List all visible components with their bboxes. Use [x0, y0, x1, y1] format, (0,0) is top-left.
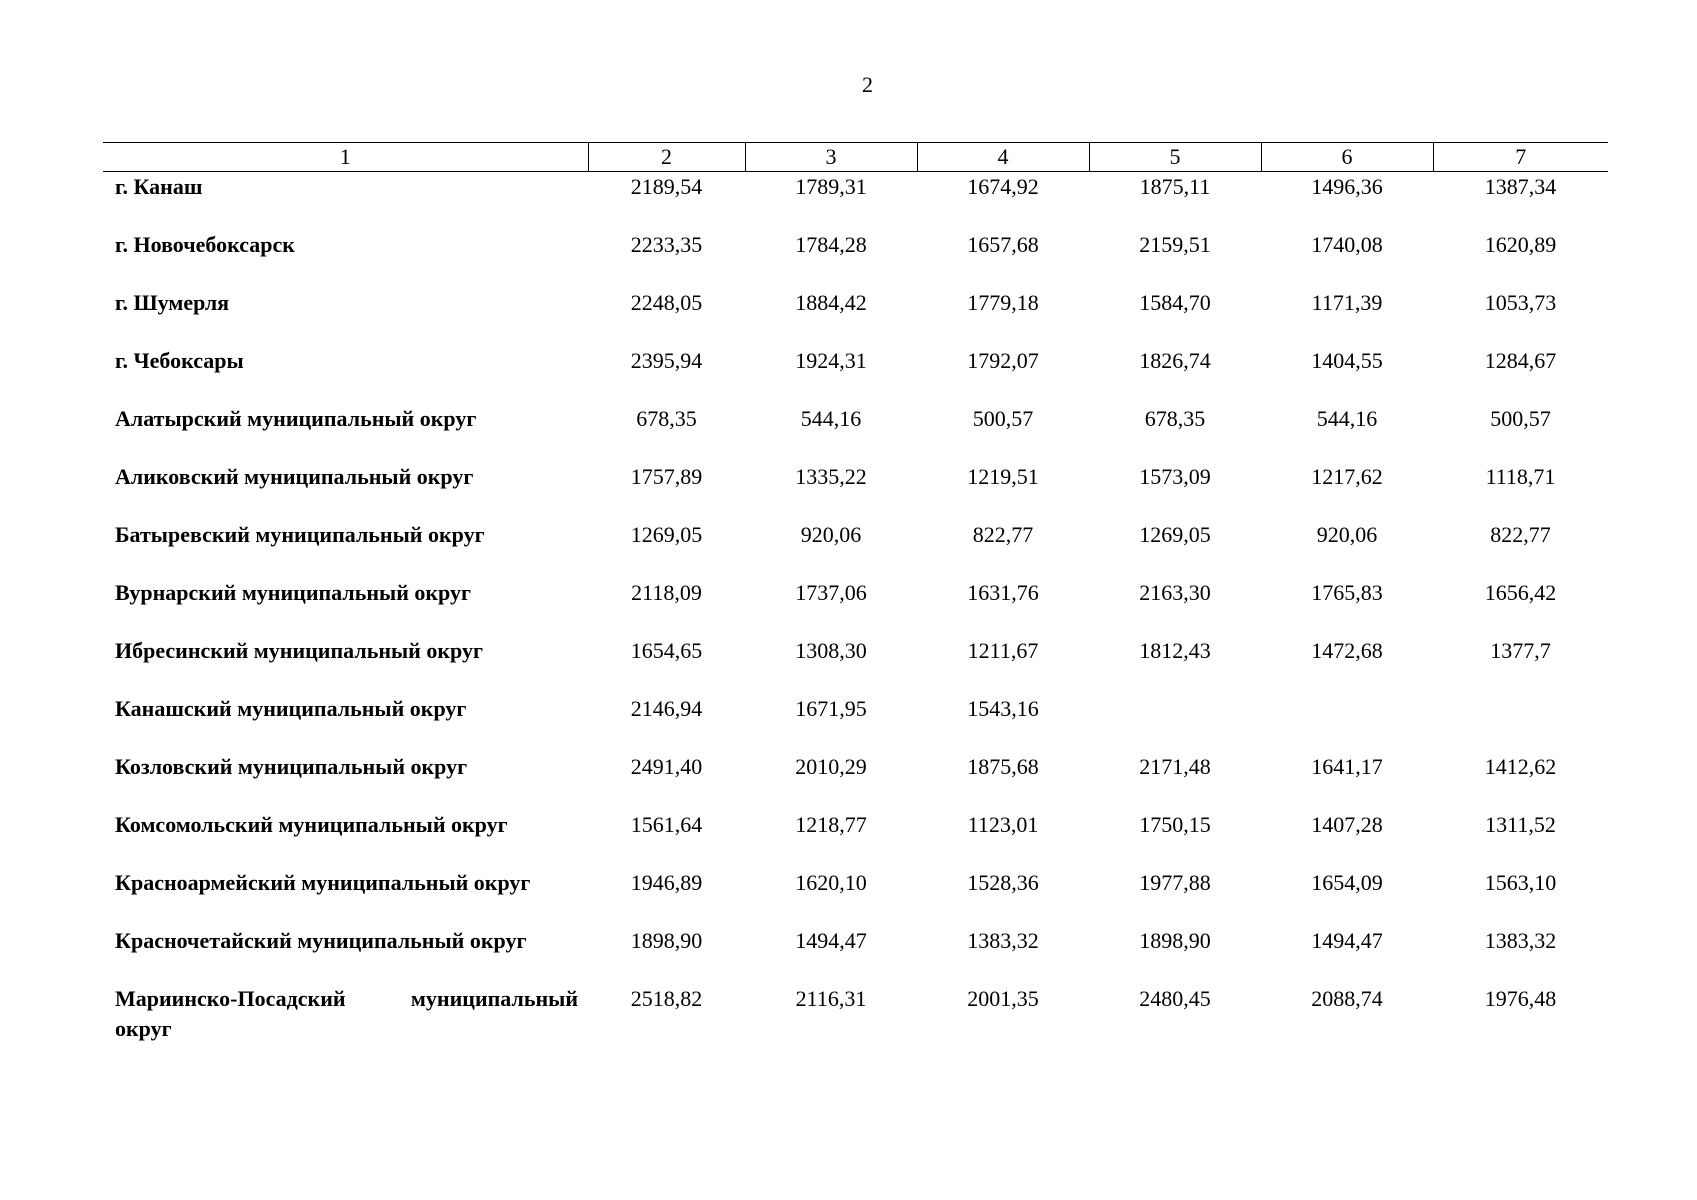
value-cell: 920,06 — [1316, 522, 1378, 547]
value-cell: 1573,09 — [1139, 464, 1211, 489]
row-name-cell: Комсомольский муниципальный округ — [115, 812, 508, 837]
value-cell: 1211,67 — [967, 638, 1039, 663]
column-header: 1 — [103, 143, 588, 172]
table-row — [103, 810, 1608, 868]
value-cell: 1412,62 — [1484, 754, 1557, 779]
value-cell: 2163,30 — [1139, 580, 1211, 605]
value-cell: 544,16 — [1316, 406, 1378, 431]
row-name-cell: Ибресинский муниципальный округ — [115, 638, 483, 663]
value-cell: 1563,10 — [1484, 870, 1557, 895]
table-row — [103, 926, 1608, 984]
data-table — [103, 142, 1608, 1048]
value-cell: 2491,40 — [630, 754, 703, 779]
value-cell: 2116,31 — [795, 986, 867, 1011]
value-cell: 678,35 — [1144, 406, 1206, 431]
table-row — [103, 636, 1608, 694]
row-name-cell: Батыревский муниципальный округ — [115, 522, 485, 547]
value-cell: 1494,47 — [1311, 928, 1383, 953]
value-cell: 1875,68 — [967, 754, 1039, 779]
value-cell: 1898,90 — [630, 928, 703, 953]
value-cell: 1737,06 — [795, 580, 867, 605]
value-cell: 1765,83 — [1311, 580, 1383, 605]
value-cell: 1924,31 — [795, 348, 867, 373]
value-cell: 1311,52 — [1485, 812, 1556, 837]
value-cell: 2159,51 — [1139, 232, 1211, 257]
value-cell: 1543,16 — [967, 696, 1039, 721]
value-cell: 1674,92 — [967, 174, 1039, 199]
table-row — [103, 752, 1608, 810]
value-cell: 1740,08 — [1311, 232, 1383, 257]
value-cell: 1826,74 — [1139, 348, 1211, 373]
value-cell: 1472,68 — [1311, 638, 1383, 663]
column-header: 3 — [745, 143, 917, 172]
table-row — [103, 520, 1608, 578]
value-cell: 1584,70 — [1139, 290, 1211, 315]
row-name-cell: г. Шумерля — [115, 290, 230, 315]
value-cell: 1784,28 — [795, 232, 867, 257]
value-cell: 1779,18 — [967, 290, 1039, 315]
value-cell: 1620,10 — [795, 870, 867, 895]
value-cell: 2480,45 — [1139, 986, 1211, 1011]
value-cell: 500,57 — [972, 406, 1034, 431]
value-cell: 1118,71 — [1485, 464, 1556, 489]
value-cell: 1884,42 — [795, 290, 867, 315]
value-cell: 2518,82 — [630, 986, 703, 1011]
value-cell: 1750,15 — [1139, 812, 1211, 837]
value-cell: 1898,90 — [1139, 928, 1211, 953]
value-cell: 1496,36 — [1311, 174, 1383, 199]
value-cell: 2001,35 — [967, 986, 1039, 1011]
value-cell: 1269,05 — [1139, 522, 1211, 547]
value-cell — [1089, 694, 1261, 752]
value-cell: 920,06 — [800, 522, 862, 547]
row-name-cell: Красноармейский муниципальный округ — [115, 870, 531, 895]
value-cell: 1387,34 — [1484, 174, 1557, 199]
row-name-cell: Аликовский муниципальный округ — [115, 464, 474, 489]
column-header: 6 — [1261, 143, 1433, 172]
value-cell: 500,57 — [1490, 406, 1551, 431]
value-cell: 2189,54 — [630, 174, 703, 199]
value-cell: 1561,64 — [630, 812, 703, 837]
table-header — [103, 143, 1608, 172]
value-cell: 1494,47 — [795, 928, 867, 953]
table-row — [103, 230, 1608, 288]
value-cell: 1976,48 — [1484, 986, 1557, 1011]
row-name-cell: Алатырский муниципальный округ — [115, 406, 477, 431]
column-header: 5 — [1089, 143, 1261, 172]
table-row — [103, 578, 1608, 636]
value-cell: 2010,29 — [795, 754, 867, 779]
table-row — [103, 462, 1608, 520]
header-row — [103, 143, 1608, 172]
table-row — [103, 694, 1608, 752]
value-cell: 1217,62 — [1311, 464, 1383, 489]
row-name-cell: г. Новочебоксарск — [115, 232, 295, 257]
value-cell: 1671,95 — [795, 696, 867, 721]
value-cell: 1383,32 — [1484, 928, 1557, 953]
value-cell: 1407,28 — [1311, 812, 1383, 837]
value-cell: 1171,39 — [1311, 290, 1383, 315]
value-cell: 1528,36 — [967, 870, 1039, 895]
value-cell: 1656,42 — [1484, 580, 1557, 605]
value-cell: 1218,77 — [795, 812, 867, 837]
value-cell: 822,77 — [1490, 522, 1551, 547]
value-cell: 1654,65 — [630, 638, 703, 663]
value-cell: 1757,89 — [630, 464, 703, 489]
value-cell: 2171,48 — [1139, 754, 1211, 779]
value-cell — [1433, 694, 1608, 752]
row-name-cell: Козловский муниципальный округ — [115, 754, 468, 779]
row-name-cell: г. Канаш — [115, 174, 203, 199]
value-cell: 1377,7 — [1490, 638, 1551, 663]
value-cell: 1053,73 — [1484, 290, 1557, 315]
column-header: 7 — [1433, 143, 1608, 172]
row-name-cell: г. Чебоксары — [115, 348, 244, 373]
table-row — [103, 868, 1608, 926]
table-row — [103, 288, 1608, 346]
value-cell: 1404,55 — [1311, 348, 1383, 373]
row-name-cell: Канашский муниципальный округ — [115, 696, 467, 721]
value-cell: 2146,94 — [630, 696, 703, 721]
value-cell: 678,35 — [636, 406, 697, 431]
value-cell: 822,77 — [972, 522, 1034, 547]
value-cell: 544,16 — [800, 406, 862, 431]
table-row — [103, 404, 1608, 462]
table-row — [103, 172, 1608, 231]
value-cell: 1383,32 — [967, 928, 1039, 953]
value-cell: 2395,94 — [630, 348, 703, 373]
value-cell: 1335,22 — [795, 464, 867, 489]
value-cell: 1641,17 — [1311, 754, 1383, 779]
value-cell: 1269,05 — [630, 522, 703, 547]
value-cell: 1654,09 — [1311, 870, 1383, 895]
value-cell: 1308,30 — [795, 638, 867, 663]
value-cell: 2088,74 — [1311, 986, 1383, 1011]
row-name-cell: Вурнарский муниципальный округ — [115, 580, 471, 605]
value-cell: 1631,76 — [967, 580, 1039, 605]
value-cell: 2248,05 — [630, 290, 703, 315]
row-name-cell: Мариинско-Посадский муниципальный округ — [115, 986, 578, 1041]
column-header: 4 — [917, 143, 1089, 172]
value-cell: 1123,01 — [967, 812, 1039, 837]
value-cell: 2118,09 — [631, 580, 702, 605]
value-cell: 1284,67 — [1484, 348, 1557, 373]
value-cell — [1261, 694, 1433, 752]
value-cell: 2233,35 — [630, 232, 703, 257]
value-cell: 1792,07 — [967, 348, 1039, 373]
value-cell: 1620,89 — [1484, 232, 1557, 257]
value-cell: 1812,43 — [1139, 638, 1211, 663]
value-cell: 1789,31 — [795, 174, 867, 199]
page-number: 2 — [862, 72, 873, 97]
value-cell: 1875,11 — [1139, 174, 1211, 199]
row-name-cell: Красночетайский муниципальный округ — [115, 928, 527, 953]
value-cell: 1977,88 — [1139, 870, 1211, 895]
value-cell: 1657,68 — [967, 232, 1039, 257]
table-row — [103, 346, 1608, 404]
column-header: 2 — [588, 143, 745, 172]
table-row — [103, 984, 1608, 1048]
table-body — [103, 172, 1608, 1049]
value-cell: 1946,89 — [630, 870, 703, 895]
value-cell: 1219,51 — [967, 464, 1039, 489]
